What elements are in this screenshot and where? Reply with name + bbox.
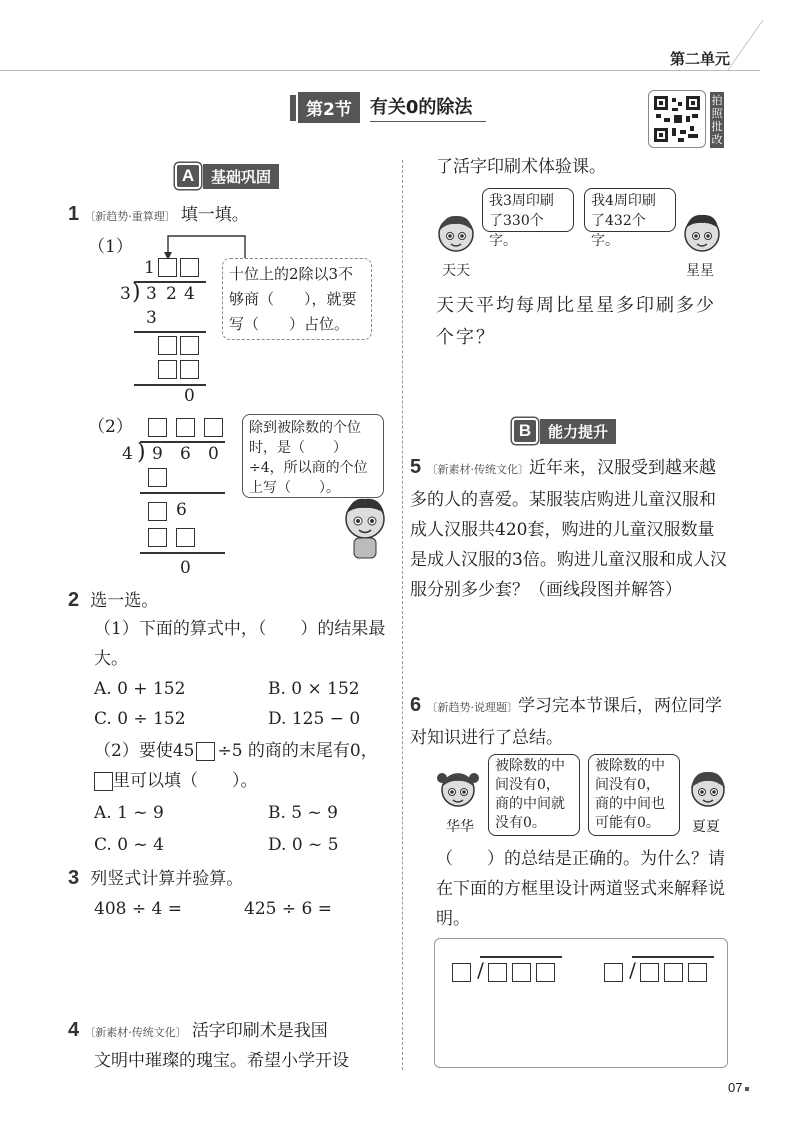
question-tag: 〔新趋势·说理题〕: [426, 701, 519, 714]
answer-box[interactable]: [180, 336, 199, 355]
page-number-text: 07: [728, 1080, 743, 1095]
division-bar: [140, 441, 225, 443]
long-division-template-2: [604, 958, 707, 982]
character-name: 天天: [442, 263, 470, 279]
speech-bubble-1: 我3周印刷了330个字。: [482, 188, 574, 232]
answer-box[interactable]: [536, 963, 555, 982]
subtraction-line: [140, 492, 225, 494]
dividend-digit: 2: [166, 284, 177, 304]
step-digit: 6: [176, 500, 187, 520]
q1-part2-label: （2）: [88, 417, 133, 437]
speech-bubble-1: 被除数的中间没有0，商的中间就没有0。: [488, 754, 580, 836]
header-divider: [0, 70, 760, 71]
question-tag: 〔新素材·传统文化〕: [84, 1026, 187, 1039]
stem-text: ÷5 的商的末尾有0，: [217, 741, 378, 761]
section-b-header: [512, 418, 616, 444]
division-bracket: ): [137, 440, 146, 465]
question-5: [410, 452, 728, 605]
dividend-digit: 4: [184, 284, 195, 304]
question-text: 文明中璀璨的瑰宝。希望小学开设: [94, 1051, 349, 1071]
question-number: 3: [68, 867, 80, 889]
subtraction-line: [134, 331, 206, 333]
division-bar: [134, 281, 206, 283]
remainder-digit: 0: [180, 558, 191, 578]
hint-bubble-1: 十位上的2除以3不够商（ ），就要写（ ）占位。: [222, 258, 372, 340]
step-digit: 3: [146, 308, 157, 328]
question-number: 2: [68, 589, 80, 611]
q1-quotient-digit: 1: [144, 258, 155, 278]
answer-box[interactable]: [640, 963, 659, 982]
q2-part2-stem-2: [94, 766, 258, 796]
answer-box[interactable]: [664, 963, 683, 982]
question-4: [68, 1016, 328, 1046]
page-number: [728, 1080, 749, 1095]
section-a-header: [175, 163, 279, 189]
dividend-digit: 9: [152, 444, 163, 464]
question-2: [68, 586, 158, 616]
hint-bubble-2: 除到被除数的个位时，是（ ）÷4，所以商的个位上写（ ）。: [242, 414, 384, 498]
answer-box[interactable]: [148, 418, 167, 437]
answer-box[interactable]: [94, 772, 113, 791]
division-bracket: /: [629, 958, 636, 982]
stem-text: （2）要使45: [94, 741, 195, 761]
character-name: 华华: [446, 819, 474, 835]
division-bar: [632, 956, 714, 958]
option-d[interactable]: D. 0 ~ 5: [268, 835, 339, 855]
question-tag: 〔新素材·传统文化〕: [426, 463, 530, 476]
answer-box[interactable]: [176, 418, 195, 437]
section-b-letter: B: [512, 418, 538, 444]
answer-box[interactable]: [452, 963, 471, 982]
speech-bubble-2: 我4周印刷了432个字。: [584, 188, 676, 232]
question-text: 活字印刷术是我国: [191, 1021, 328, 1041]
option-d[interactable]: D. 125 − 0: [268, 709, 361, 729]
page-number-mark: [745, 1087, 749, 1091]
cartoon-boy-icon: [680, 212, 724, 262]
answer-box[interactable]: [158, 258, 177, 277]
remainder-digit: 0: [184, 386, 195, 406]
question-text: 填一填。: [180, 205, 249, 225]
option-a[interactable]: A. 0 + 152: [94, 679, 186, 699]
option-a[interactable]: A. 1 ~ 9: [94, 803, 164, 823]
division-bracket: /: [477, 958, 484, 982]
cartoon-boy-icon: [340, 495, 390, 560]
answer-box[interactable]: [180, 258, 199, 277]
question-text: 列竖式计算并验算。: [90, 869, 244, 889]
header-corner: [727, 20, 800, 70]
question-number: 1: [68, 203, 80, 225]
section-number: 第2节: [298, 92, 360, 123]
question-text: 近年来，汉服受到越来越多的人的喜爱。某服装店购进儿童汉服和成人汉服共420套，购进的儿童汉服数量是成人汉服的3倍。购进儿童汉服和成人汉服分别多少套？（画线段图并解答）: [410, 458, 727, 600]
division-bar: [480, 956, 562, 958]
long-division-template-1: [452, 958, 555, 982]
character-name: 星星: [686, 263, 714, 279]
question-tag: 〔新趋势·重算理〕: [84, 210, 176, 223]
qr-code-icon[interactable]: [648, 90, 706, 148]
answer-box[interactable]: [488, 963, 507, 982]
option-c[interactable]: C. 0 ÷ 152: [94, 709, 186, 729]
answer-box[interactable]: [512, 963, 531, 982]
section-b-name: 能力提升: [540, 419, 616, 444]
section-title: 有关0的除法: [370, 93, 487, 122]
answer-box[interactable]: [688, 963, 707, 982]
question-6: [410, 690, 728, 753]
cartoon-girl-icon: [686, 768, 730, 818]
qr-label: 拍照批改: [711, 94, 723, 146]
question-text: 天天平均每周比星星多印刷多少个字？: [436, 295, 716, 348]
section-a-name: 基础巩固: [203, 164, 279, 189]
question-number: 5: [410, 456, 422, 478]
page-title: [290, 92, 486, 123]
subtraction-line: [134, 384, 206, 386]
column-divider: [402, 160, 404, 1070]
cartoon-girl-icon: [436, 768, 480, 818]
question-text: （ ）的总结是正确的。为什么？请在下面的方框里设计两道竖式来解释说明。: [436, 849, 725, 929]
division-bracket: ): [132, 280, 141, 305]
q2-part1-stem: （1）下面的算式中，（ ）的结果最大。: [94, 619, 386, 669]
question-number: 4: [68, 1019, 80, 1041]
speech-bubble-2: 被除数的中间没有0，商的中间也可能有0。: [588, 754, 680, 836]
unit-label: 第二单元: [670, 50, 731, 68]
answer-box[interactable]: [148, 528, 167, 547]
q1-divisor: 3: [120, 284, 131, 304]
question-number: 6: [410, 694, 422, 716]
expression-2: 425 ÷ 6 =: [244, 899, 332, 919]
question-1: [68, 200, 249, 230]
q2-part2-stem: [94, 736, 378, 766]
section-a-letter: A: [175, 163, 201, 189]
option-b[interactable]: B. 0 × 152: [268, 679, 360, 699]
cartoon-girl-icon: [434, 212, 478, 262]
answer-box[interactable]: [196, 742, 215, 761]
answer-box[interactable]: [204, 418, 223, 437]
expression-1: 408 ÷ 4 =: [94, 899, 182, 919]
answer-box[interactable]: [158, 336, 177, 355]
dividend-digit: 6: [180, 444, 191, 464]
q1-divisor: 4: [122, 444, 133, 464]
question-text: 选一选。: [90, 591, 159, 611]
subtraction-line: [140, 552, 225, 554]
stem-text: 里可以填（ ）。: [113, 771, 258, 791]
dividend-digit: 0: [208, 444, 219, 464]
option-c[interactable]: C. 0 ~ 4: [94, 835, 164, 855]
title-bar-mark: [290, 95, 296, 121]
dividend-digit: 3: [146, 284, 157, 304]
answer-box[interactable]: [604, 963, 623, 982]
character-name: 夏夏: [692, 819, 720, 835]
q1-part1-label: （1）: [88, 237, 133, 257]
answer-box[interactable]: [148, 502, 167, 521]
question-3: [68, 864, 243, 894]
question-text: 学习完本节课后，两位同学对知识进行了总结。: [410, 696, 723, 748]
answer-box[interactable]: [148, 468, 167, 487]
answer-box[interactable]: [158, 360, 177, 379]
option-b[interactable]: B. 5 ~ 9: [268, 803, 338, 823]
answer-box[interactable]: [180, 360, 199, 379]
answer-box[interactable]: [176, 528, 195, 547]
question-text: 了活字印刷术体验课。: [436, 157, 606, 177]
